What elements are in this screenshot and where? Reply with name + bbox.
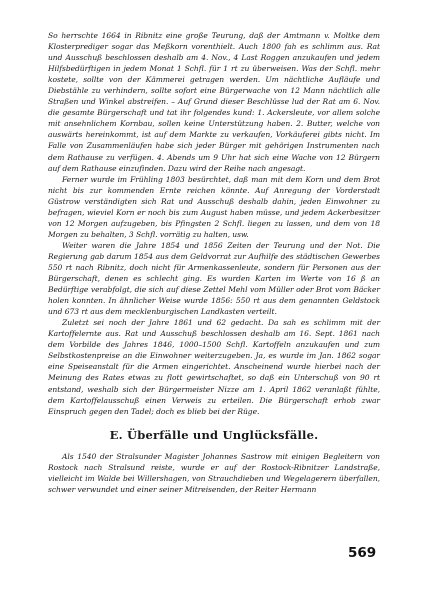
page-number: 569 [348,545,377,561]
book-page [48,30,380,495]
paragraph-1854-1856: Weiter waren die Jahre 1854 und 1856 Zeiten der Teurung und der Not. Die Regierung gab darum 1854 aus dem Geldvorrat zur Aufhilfe des städtischen Gewerbes 550 rt nach Ribnitz, doch nicht für Armenkassenleute, sondern für Personen aus der Bürgerschaft, denen es schlecht ging. Es wurden Karten im Werte von 16 ß an Bedürftige verabfolgt, die sich auf diese Zettel Mehl vom Müller oder Brot vom Bäcker holen konnten. In ähnlicher Weise wurde 1856: 550 rt aus dem genannten Geldstock und 673 rt aus dem mecklenburgischen Landkasten verteilt. [48,240,380,317]
section-heading: E. Überfälle und Unglücksfälle. [109,427,319,442]
paragraph-1803: Ferner wurde im Frühling 1803 besürchtet, daß man mit dem Korn und dem Brot nicht bis zur kommenden Ernte reichen könnte. Auf Anregung der Vorderstadt Güstrow verständigten sich Rat und Ausschuß deshalb dahin, jeden Einwohner zu befragen, wieviel Korn er noch bis zum August haben müsse, und jedem Ackerbesitzer von 12 Morgen aufzugeben, bis Pfingsten 2 Schfl. liegen zu lassen, und dem von 18 Morgen zu behalten, 3 Schfl. vorrätig zu halten, usw. [48,174,380,239]
paragraph-famine-1664: So herrschte 1664 in Ribnitz eine große Teurung, daß der Amtmann v. Moltke dem Klosterprediger sogar das Meßkorn vorenthielt. Auch 1800 fah es schlimm aus. Rat und Ausschuß beschlossen deshalb am 4. Nov., 4 Last Roggen anzukaufen und jedem Hilfsbedürftigen in jedem Monat 1 Schfl. für 1 rt zu überweisen. Was der Schfl. mehr kostete, sollte von der Kämmerei getragen werden. Um nächtliche Aufläufe und Diebstähle zu verhindern, sollte sofort eine Bürgerwache von 12 Mann nächtlich alle Straßen und Winkel abstreifen. – Auf Grund dieser Beschlüsse lud der Rat am 6. Nov. die gesamte Bürgerschaft und tat ihr folgendes kund: 1. Ackersleute, vor allem solche mit ansehnlichem Kornbau, sollen keine Unterstützung haben. 2. Butter, welche von auswärts hereinkommt, ist auf dem Markte zu verkaufen, Vorkäuferei gibts nicht. Im Falle von Zusammenläufen habe sich jeder Bürger mit gehörigen Instrumenten nach dem Rathause zu verfügen. 4. Abends um 9 Uhr hat sich eine Wache von 12 Bürgern auf dem Rathause einzufinden. Dazu wird der Reihe nach angesagt. [48,31,380,173]
paragraph-1540-sastrow: Als 1540 der Stralsunder Magister Johannes Sastrow mit einigen Begleitern von Rostock nach Stralsund reiste, wurde er auf der Rostock-Ribnitzer Landstraße, vielleicht im Walde bei Willershagen, von Strauchdieben und Wegelagerern überfallen, schwer verwundet und einer seiner Mitreisenden, der Reiter Hermann [48,451,380,494]
paragraph-1861-1862: Zuletzt sei noch der Jahre 1861 und 62 gedacht. Da sah es schlimm mit der Kartoffelernte aus. Rat und Ausschuß beschlossen deshalb am 16. Sept. 1861 nach dem Vorbilde des Jahres 1846, 1000–1500 Schfl. Kartoffeln anzukaufen und zum Selbstkostenpreise an die Einwohner weiterzugeben. Ja, es wurde im Jan. 1862 sogar eine Speiseanstalt für die Armen eingerichtet. Anscheinend wurde hierbei nach der Meinung des Rates etwas zu flott gewirtschaftet, so daß ein Unterschuß von 90 rt entstand, weshalb sich der Bürgermeister Nizze am 1. April 1862 veranlaßt fühlte, dem Kartoffelausschuß einen Verweis zu erteilen. Die Bürgerschaft erhob zwar Einspruch gegen den Tadel; doch es blieb bei der Rüge. [48,318,380,416]
